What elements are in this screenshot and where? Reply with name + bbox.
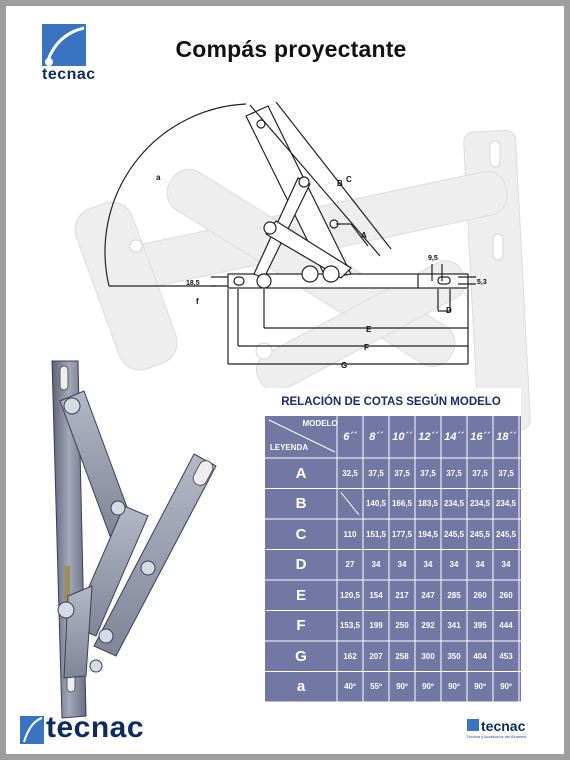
tecnac-small-logo-mark [466, 718, 480, 732]
table-cell: 55º [370, 682, 382, 692]
dim-5-3: 5,3 [477, 279, 487, 286]
table-cell: 245,5 [469, 529, 491, 539]
table-cell: 245,5 [495, 529, 517, 539]
table-cell: 34 [397, 560, 407, 570]
row-label: D [295, 556, 307, 574]
table-cell: 37,5 [368, 468, 384, 478]
column-header: 14´´ [444, 431, 464, 443]
row-label: E [295, 586, 306, 604]
table-cell: 258 [395, 651, 409, 661]
tecnac-footer-logo-mark [18, 714, 48, 748]
column-header: 16´´ [470, 431, 490, 443]
column-header: 12´´ [418, 431, 438, 443]
table-cell: 404 [473, 651, 487, 661]
table-cell: 90º [448, 682, 460, 692]
column-header: 18´´ [496, 431, 516, 443]
table-cell: 37,5 [446, 468, 462, 478]
table-cell: 234,5 [443, 499, 465, 509]
tecnac-logo-text: tecnac [42, 66, 96, 83]
tecnac-small-logo-text: tecnac [481, 718, 526, 734]
table-cell: 234,5 [495, 499, 517, 509]
label-a-dim: A [361, 231, 367, 240]
table-cell: 90º [422, 682, 434, 692]
table-cell: 37,5 [498, 468, 514, 478]
column-header: 10´´ [392, 431, 412, 443]
label-b: B [337, 179, 343, 188]
dim-18-5: 18,5 [186, 280, 200, 287]
tecnac-footer-logo-text: tecnac [46, 711, 145, 744]
spec-sheet [6, 6, 564, 754]
table-cell: 260 [499, 590, 513, 600]
table-cell: 37,5 [472, 468, 488, 478]
page-title: Compás proyectante [175, 36, 407, 62]
table-cell: 27 [345, 560, 355, 570]
table-cell: 183,5 [417, 499, 439, 509]
column-header: 8´´ [369, 431, 383, 443]
row-label: A [295, 464, 307, 482]
table-cell: 90º [396, 682, 408, 692]
dimensions-table [265, 416, 521, 702]
table-cell: 177,5 [391, 529, 413, 539]
table-cell: 151,5 [365, 529, 387, 539]
table-cell: 250 [395, 621, 409, 631]
table-cell: 194,5 [417, 529, 439, 539]
table-cell: 300 [421, 651, 435, 661]
label-d: D [446, 306, 452, 315]
table-cell: 162 [343, 651, 357, 661]
table-cell: 40º [344, 682, 356, 692]
table-cell: 32,5 [342, 468, 358, 478]
table-cell: 34 [475, 560, 485, 570]
table-cell: 217 [395, 590, 409, 600]
table-cell: 34 [371, 560, 381, 570]
dim-9-5: 9,5 [428, 255, 438, 262]
table-cell: 395 [473, 621, 487, 631]
table-cell: 260 [473, 590, 487, 600]
label-c: C [346, 175, 352, 184]
dimensions-table-card [261, 388, 521, 702]
table-cell: 90º [474, 682, 486, 692]
label-e: E [366, 325, 372, 334]
table-cell: 444 [499, 621, 513, 631]
table-cell: 245,5 [443, 529, 465, 539]
row-label: C [295, 525, 307, 543]
row-label: G [295, 647, 307, 665]
label-a: a [156, 173, 161, 182]
table-cell: 37,5 [394, 468, 410, 478]
table-cell: 199 [369, 621, 383, 631]
table-cell [337, 489, 363, 520]
corner-label-modelo: MODELO [302, 418, 338, 428]
table-cell: 34 [423, 560, 433, 570]
table-cell: 153,5 [339, 621, 361, 631]
table-cell: 350 [447, 651, 461, 661]
row-label: F [296, 617, 306, 635]
table-cell: 34 [449, 560, 459, 570]
table-cell: 207 [369, 651, 383, 661]
table-cell: 120,5 [339, 590, 361, 600]
table-cell: 166,5 [391, 499, 413, 509]
table-cell: 453 [499, 651, 513, 661]
row-label: B [295, 495, 307, 513]
table-cell: 285 [447, 590, 461, 600]
table-cell: 247 [421, 590, 435, 600]
table-cell: 110 [343, 529, 357, 539]
table-cell: 90º [500, 682, 512, 692]
table-cell: 34 [501, 560, 511, 570]
table-cell: 292 [421, 621, 435, 631]
tecnac-small-logo-tagline: Técnica y Accesorios del Aluminio [466, 734, 527, 739]
table-cell: 140,5 [365, 499, 387, 509]
row-label: a [296, 678, 306, 696]
label-f: F [364, 343, 369, 352]
table-cell: 234,5 [469, 499, 491, 509]
table-cell: 37,5 [420, 468, 436, 478]
corner-label-leyenda: LEYENDA [269, 442, 309, 452]
column-header: 6´´ [343, 431, 357, 443]
label-f-lower: f [196, 297, 199, 306]
table-title: RELACIÓN DE COTAS SEGÚN MODELO [281, 396, 501, 408]
label-g: G [341, 361, 348, 370]
table-cell: 341 [447, 621, 461, 631]
table-cell: 154 [369, 590, 383, 600]
